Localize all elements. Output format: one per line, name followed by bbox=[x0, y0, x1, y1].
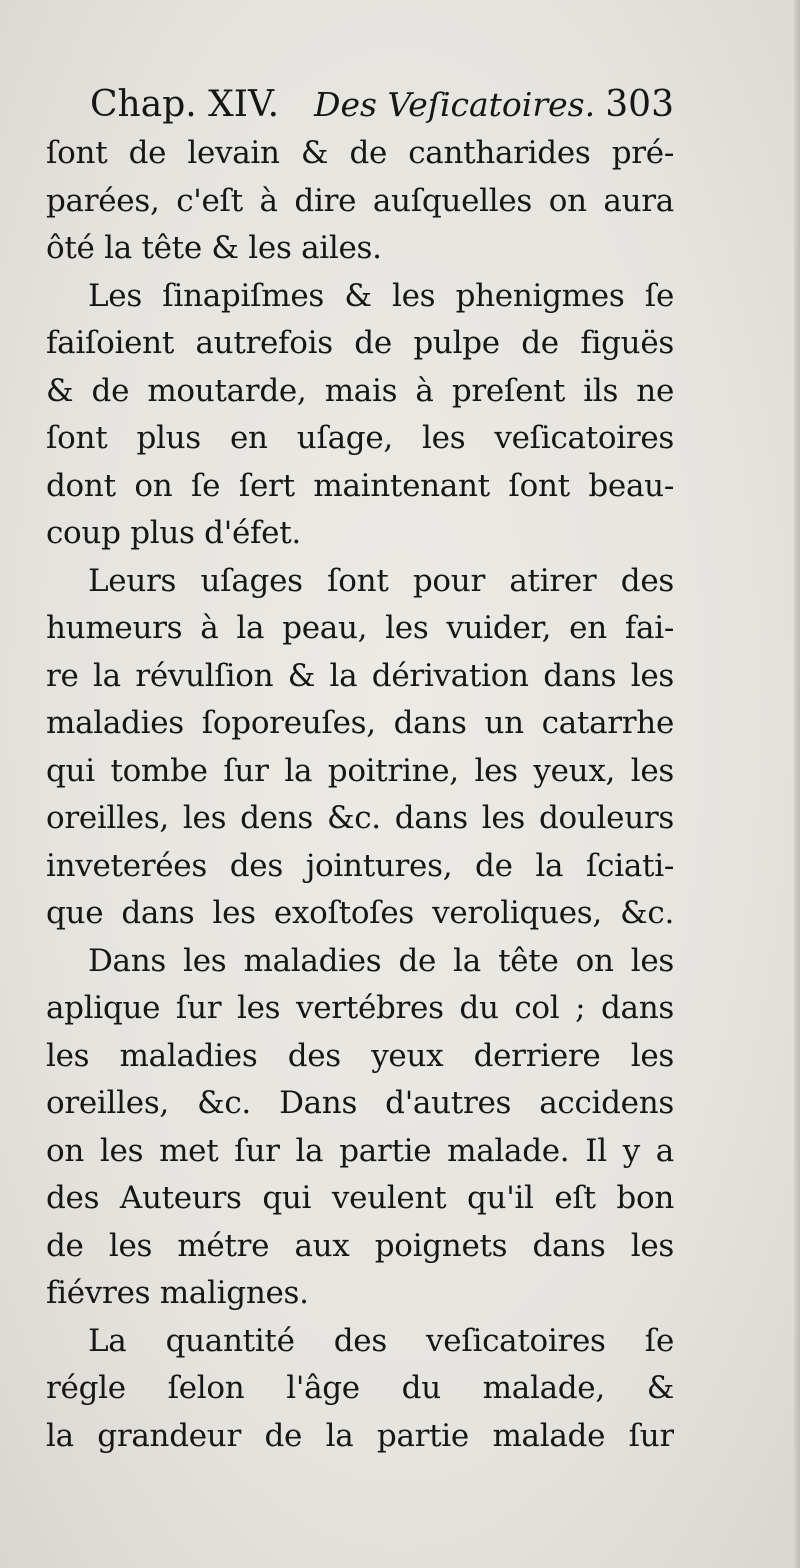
text-line: parées, c'eſt à dire auſquelles on aura bbox=[46, 182, 674, 219]
text-line: que dans les exoſtoſes veroliques, &c. bbox=[46, 895, 674, 931]
text-line: Leurs uſages ſont pour atirer des bbox=[88, 562, 674, 599]
paragraph bbox=[46, 558, 674, 938]
text-line: coup plus d'éfet. bbox=[46, 515, 301, 551]
text-line: La quantité des veſicatoires ſe bbox=[88, 1322, 674, 1359]
text-line: humeurs à la peau, les vuider, en fai- bbox=[46, 610, 674, 646]
text-line: la grandeur de la partie malade ſur bbox=[46, 1417, 674, 1454]
paragraph bbox=[46, 1318, 674, 1461]
paragraph bbox=[46, 938, 674, 1318]
text-line: des Auteurs qui veulent qu'il eſt bon bbox=[46, 1180, 674, 1216]
text-line: fiévres malignes. bbox=[46, 1275, 309, 1311]
text-line: Les ſinapiſmes & les phenigmes ſe bbox=[88, 277, 674, 314]
running-header bbox=[46, 80, 674, 130]
text-line: on les met ſur la partie malade. Il y a bbox=[46, 1132, 674, 1169]
text-line: faiſoient autrefois de pulpe de figuës bbox=[46, 325, 674, 361]
text-line: ôté la tête & les ailes. bbox=[46, 230, 382, 266]
chapter-title: Des Veſicatoires. bbox=[314, 85, 596, 124]
paragraph bbox=[46, 130, 674, 273]
text-line: aplique ſur les vertébres du col ; dans bbox=[46, 990, 674, 1026]
text-line: ſont de levain & de cantharides pré- bbox=[46, 135, 674, 171]
text-line: inveterées des jointures, de la ſciati- bbox=[46, 847, 674, 884]
text-line: régle ſelon l'âge du malade, & bbox=[46, 1370, 674, 1406]
page-text bbox=[46, 80, 674, 1460]
text-line: & de moutarde, mais à preſent ils ne bbox=[46, 372, 674, 409]
text-line: oreilles, &c. Dans d'autres accidens bbox=[46, 1085, 674, 1121]
text-line: de les métre aux poignets dans les bbox=[46, 1227, 674, 1264]
paragraph bbox=[46, 273, 674, 558]
text-line: re la révulſion & la dérivation dans les bbox=[46, 657, 674, 694]
text-line: les maladies des yeux derriere les bbox=[46, 1037, 674, 1074]
text-line: ſont plus en uſage, les veſicatoires bbox=[46, 420, 674, 456]
text-line: qui tombe ſur la poitrine, les yeux, les bbox=[46, 752, 674, 789]
page-edge bbox=[794, 0, 800, 1568]
text-line: dont on ſe ſert maintenant ſont beau- bbox=[46, 467, 674, 504]
text-line: oreilles, les dens &c. dans les douleurs bbox=[46, 800, 674, 836]
chapter-label: Chap. XIV. bbox=[90, 84, 280, 125]
text-line: maladies ſoporeuſes, dans un catarrhe bbox=[46, 705, 674, 741]
page-number: 303 bbox=[605, 84, 674, 125]
text-line: Dans les maladies de la tête on les bbox=[88, 942, 674, 979]
